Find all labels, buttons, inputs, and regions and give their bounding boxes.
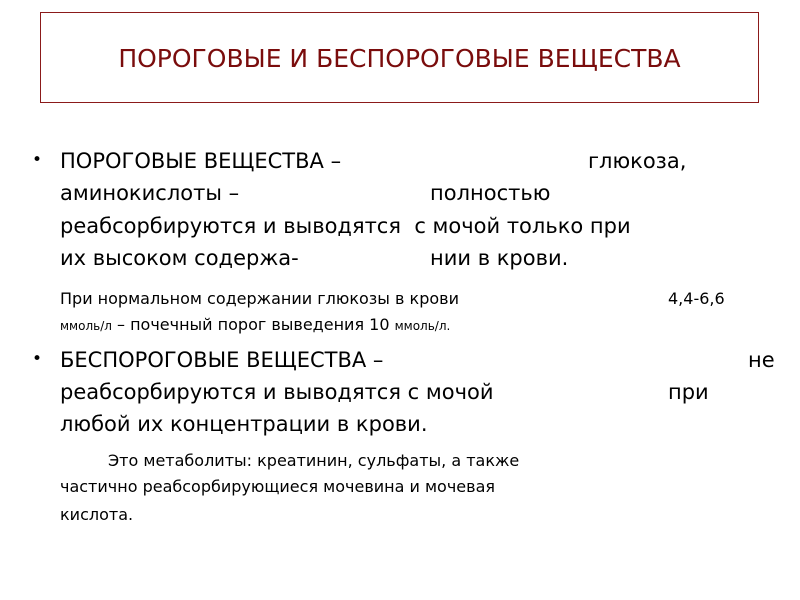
note2-line2: частично реабсорбирующиеся мочевина и мочевая: [60, 477, 495, 496]
unit-mmol-2: ммоль/л.: [394, 319, 451, 333]
note1-line1-left: При нормальном содержании глюкозы в крови: [60, 289, 459, 308]
unit-mmol: ммоль/л: [60, 319, 112, 333]
bullet2-line1-right: не: [748, 348, 775, 372]
bullet1-line2-right: полностью: [430, 181, 551, 205]
note1-threshold-text: – почечный порог выведения 10: [111, 315, 395, 334]
bullet1-line2-left: аминокислоты –: [60, 181, 240, 205]
slide-title: ПОРОГОВЫЕ И БЕСПОРОГОВЫЕ ВЕЩЕСТВА: [118, 44, 681, 73]
note1-line2: [60, 312, 450, 339]
bullet1-line4-left: их высоком содержа-: [60, 246, 299, 270]
bullet-dot: •: [32, 349, 43, 369]
bullet2-line1-left: БЕСПОРОГОВЫЕ ВЕЩЕСТВА –: [60, 348, 384, 372]
bullet2-line2-left: реабсорбируются и выводятся с мочой: [60, 380, 494, 404]
bullet1-line1-right: глюкоза,: [588, 149, 687, 173]
note2-line3: кислота.: [60, 505, 134, 524]
note2-line1: Это метаболиты: креатинин, сульфаты, а также: [108, 451, 520, 470]
bullet1-line4-right: нии в крови.: [430, 246, 569, 270]
bullet1-line3: реабсорбируются и выводятся с мочой только при: [60, 214, 631, 238]
bullet2-line3: любой их концентрации в крови.: [60, 412, 428, 436]
bullet1-line1-left: ПОРОГОВЫЕ ВЕЩЕСТВА –: [60, 149, 342, 173]
note1-line1-right: 4,4-6,6: [668, 289, 725, 308]
bullet-dot: •: [32, 150, 43, 170]
bullet2-line2-right: при: [668, 380, 709, 404]
title-box: [40, 12, 759, 103]
